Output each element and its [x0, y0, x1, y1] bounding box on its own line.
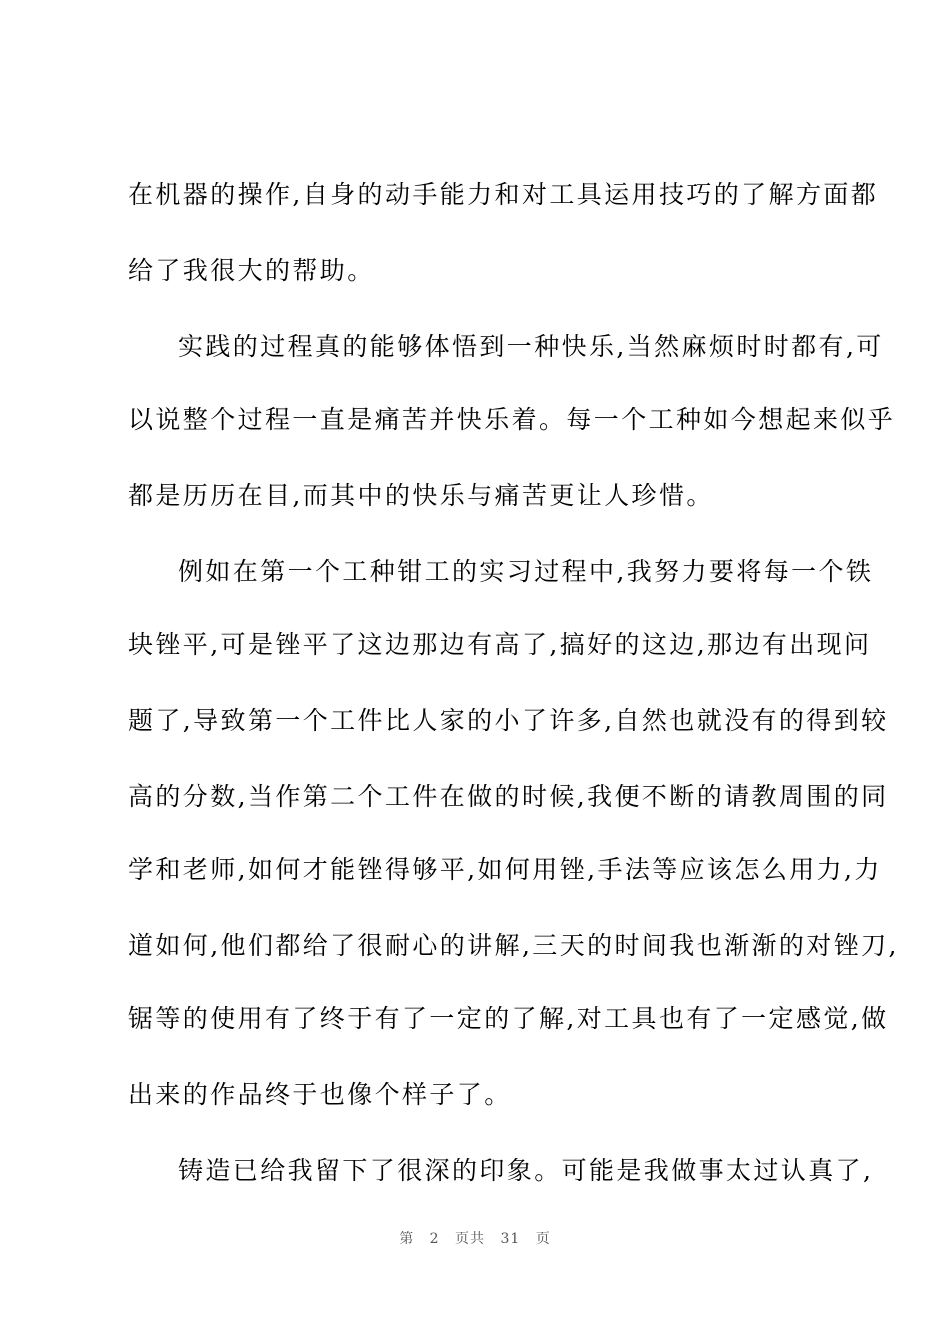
text-line: 道如何,他们都给了很耐心的讲解,三天的时间我也渐渐的对锉刀,	[128, 931, 899, 960]
text-line: 例如在第一个工种钳工的实习过程中,我努力要将每一个铁	[178, 557, 874, 586]
text-line: 锯等的使用有了终于有了一定的了解,对工具也有了一定感觉,做	[128, 1004, 889, 1033]
text-line: 高的分数,当作第二个工件在做的时候,我便不断的请教周围的同	[128, 782, 889, 811]
text-line: 块锉平,可是锉平了这边那边有高了,搞好的这边,那边有出现问	[128, 630, 872, 659]
text-line: 都是历历在目,而其中的快乐与痛苦更让人珍惜。	[128, 481, 714, 510]
page-number-footer: 第 2 页共 31 页	[399, 1231, 551, 1247]
text-line: 实践的过程真的能够体悟到一种快乐,当然麻烦时时都有,可	[178, 332, 884, 361]
text-line: 铸造已给我留下了很深的印象。可能是我做事太过认真了,	[178, 1156, 874, 1185]
text-line: 题了,导致第一个工件比人家的小了许多,自然也就没有的得到较	[128, 706, 889, 735]
text-line: 以说整个过程一直是痛苦并快乐着。每一个工种如今想起来似乎	[128, 405, 896, 434]
text-line: 给了我很大的帮助。	[128, 256, 375, 285]
text-line: 在机器的操作,自身的动手能力和对工具运用技巧的了解方面都	[128, 180, 879, 209]
text-line: 出来的作品终于也像个样子了。	[128, 1080, 512, 1109]
text-line: 学和老师,如何才能锉得够平,如何用锉,手法等应该怎么用力,力	[128, 855, 882, 884]
